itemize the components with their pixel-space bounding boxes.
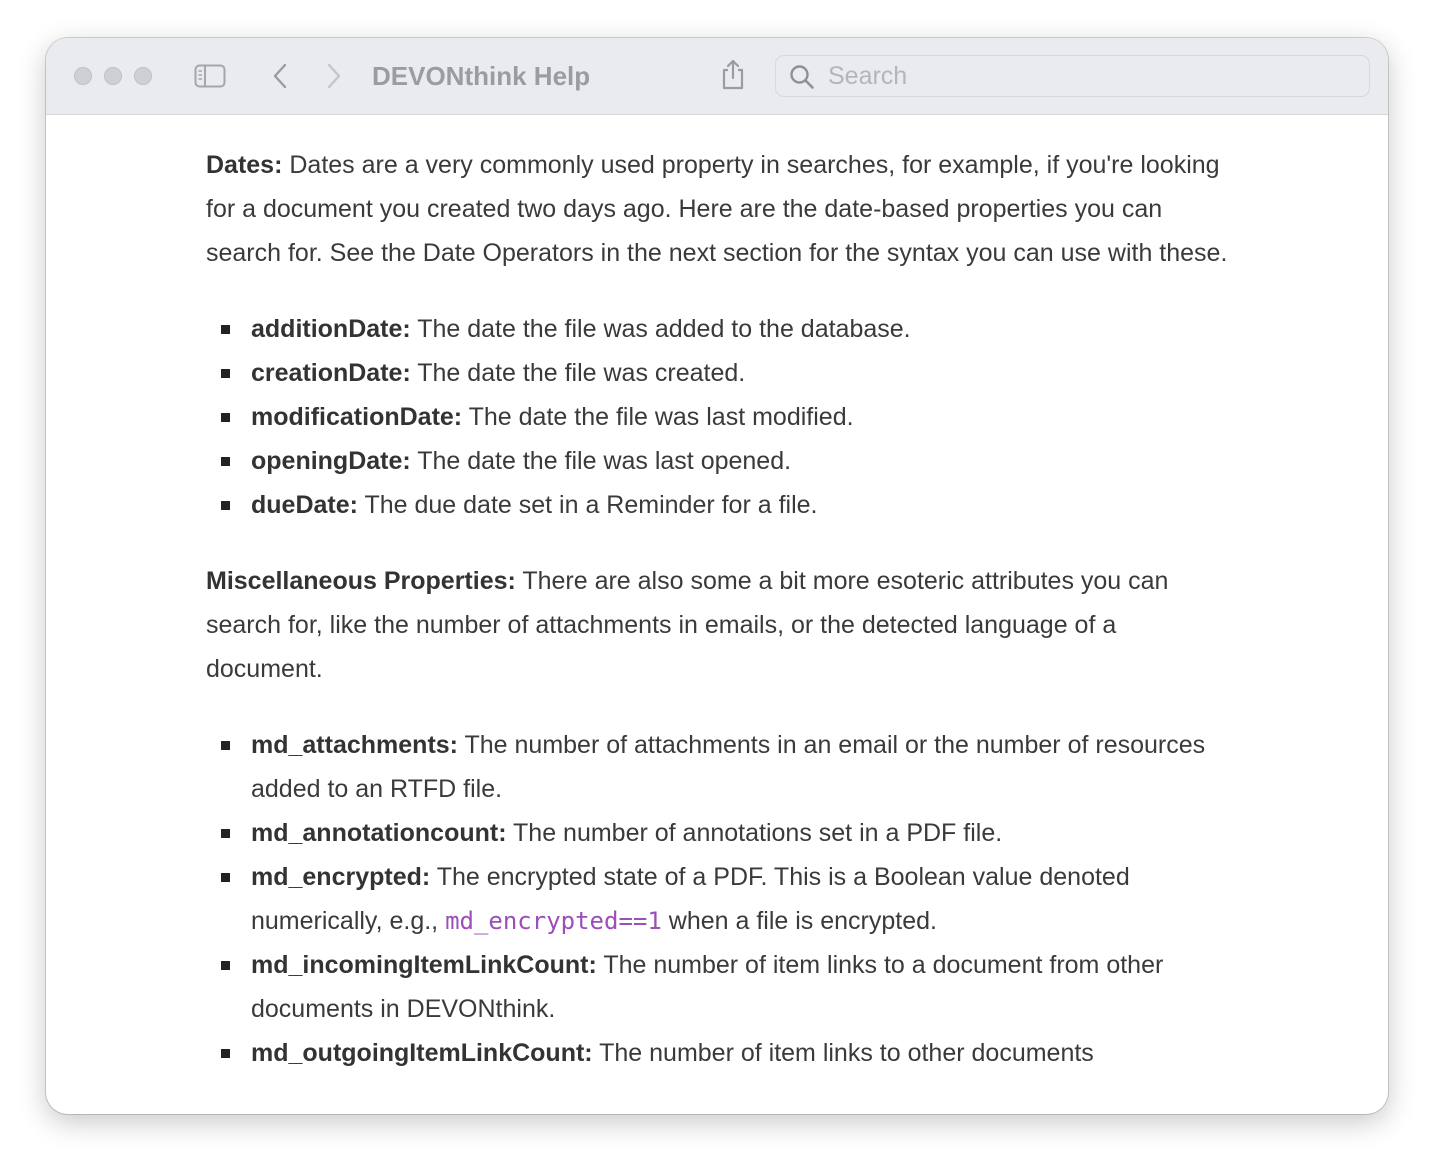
bullet [221, 873, 230, 882]
search-field[interactable] [775, 55, 1370, 97]
bullet [221, 829, 230, 838]
list-item [206, 483, 1236, 527]
forward-chevron-icon[interactable] [322, 62, 346, 90]
list-item [206, 439, 1236, 483]
item-text-after: when a file is encrypted. [661, 907, 937, 935]
dates-term: Dates: [206, 151, 283, 179]
date-properties-list [206, 307, 1236, 527]
item-term: md_encrypted: [251, 863, 431, 891]
title-bar [46, 38, 1388, 115]
bullet [221, 1049, 230, 1058]
item-text: The date the file was last modified. [462, 403, 854, 431]
bullet [221, 741, 230, 750]
item-term: md_annotationcount: [251, 819, 507, 847]
item-term: md_incomingItemLinkCount: [251, 951, 597, 979]
item-term: additionDate: [251, 315, 411, 343]
bullet [221, 369, 230, 378]
item-text: The number of item links to other documents [592, 1039, 1094, 1067]
search-input[interactable] [828, 60, 1348, 92]
list-item [206, 855, 1236, 943]
list-item [206, 723, 1236, 811]
bullet [221, 961, 230, 970]
item-text: The date the file was added to the database. [410, 315, 911, 343]
list-item [206, 351, 1236, 395]
bullet [221, 457, 230, 466]
misc-text: There are also some a bit more esoteric attributes you can search for, like the number of attachments in emails, or the detected language of a document. [206, 567, 1169, 683]
misc-properties-list [206, 723, 1236, 1075]
bullet [221, 501, 230, 510]
item-term: md_attachments: [251, 731, 458, 759]
zoom-button[interactable] [134, 67, 152, 85]
code-snippet: md_encrypted==1 [445, 907, 662, 935]
bullet [221, 325, 230, 334]
dates-text: Dates are a very commonly used property in searches, for example, if you're looking for a document you created two days ago. Here are the date-based properties you can search for. See the Date Operators in the next section for the syntax you can use with these. [206, 151, 1228, 267]
list-item [206, 943, 1236, 1031]
list-item [206, 811, 1236, 855]
share-icon[interactable] [718, 58, 748, 92]
item-term: modificationDate: [251, 403, 463, 431]
minimize-button[interactable] [104, 67, 122, 85]
list-item [206, 307, 1236, 351]
search-icon [788, 64, 816, 90]
list-item [206, 1031, 1236, 1075]
item-term: dueDate: [251, 491, 358, 519]
sidebar-toggle-icon[interactable] [193, 62, 227, 90]
item-text: The number of attachments in an email or the number of resources added to an RTFD file. [251, 731, 1206, 803]
item-term: creationDate: [251, 359, 411, 387]
help-content [206, 115, 1236, 1075]
close-button[interactable] [74, 67, 92, 85]
window-title: DEVONthink Help [372, 61, 591, 91]
misc-term: Miscellaneous Properties: [206, 567, 516, 595]
item-text: The due date set in a Reminder for a file. [357, 491, 818, 519]
item-text: The date the file was created. [410, 359, 746, 387]
back-chevron-icon[interactable] [268, 62, 292, 90]
bullet [221, 413, 230, 422]
item-text: The number of item links to a document from other documents in DEVONthink. [251, 951, 1164, 1023]
item-term: openingDate: [251, 447, 411, 475]
list-item [206, 395, 1236, 439]
item-text: The date the file was last opened. [410, 447, 792, 475]
item-text: The number of annotations set in a PDF file. [506, 819, 1003, 847]
dates-paragraph [206, 143, 1236, 275]
misc-paragraph [206, 559, 1236, 691]
item-term: md_outgoingItemLinkCount: [251, 1039, 593, 1067]
item-text: The encrypted state of a PDF. This is a Boolean value denoted numerically, e.g., [251, 863, 1130, 935]
help-window [46, 38, 1388, 1114]
